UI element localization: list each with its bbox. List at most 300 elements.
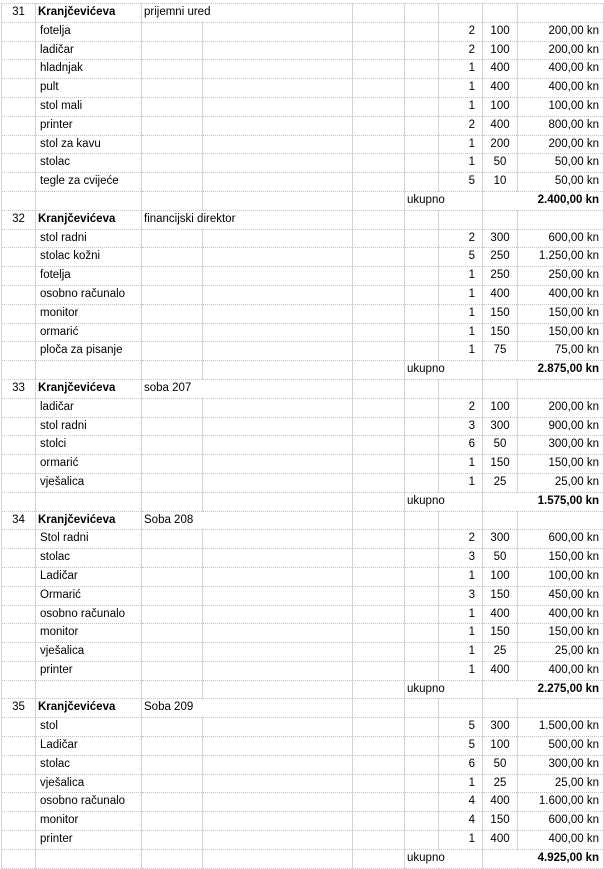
empty-cell [518, 210, 604, 229]
item-row [2, 831, 604, 850]
empty-cell [2, 567, 36, 586]
item-unit-price: 300 [483, 718, 518, 737]
empty-cell [203, 342, 353, 361]
empty-cell [203, 116, 353, 135]
item-name: osobno računalo [36, 285, 142, 304]
empty-cell [353, 473, 405, 492]
empty-cell [203, 455, 353, 474]
item-unit-price: 150 [483, 323, 518, 342]
item-name: ladičar [36, 398, 142, 417]
empty-cell [2, 97, 36, 116]
empty-cell [405, 417, 439, 436]
empty-cell [405, 173, 439, 192]
empty-cell [203, 361, 353, 380]
item-amount: 25,00 kn [518, 473, 604, 492]
item-amount: 400,00 kn [518, 661, 604, 680]
empty-cell [405, 530, 439, 549]
item-name: Ladičar [36, 737, 142, 756]
item-amount: 150,00 kn [518, 304, 604, 323]
empty-cell [203, 79, 353, 98]
item-amount: 1.500,00 kn [518, 718, 604, 737]
empty-cell [203, 831, 353, 850]
item-unit-price: 250 [483, 267, 518, 286]
item-row [2, 718, 604, 737]
empty-cell [405, 831, 439, 850]
section-room: Soba 209 [142, 699, 353, 718]
empty-cell [405, 210, 439, 229]
empty-cell [203, 173, 353, 192]
item-quantity: 1 [439, 473, 483, 492]
empty-cell [353, 567, 405, 586]
empty-cell [353, 718, 405, 737]
empty-cell [353, 699, 405, 718]
total-label: ukupno [405, 361, 483, 380]
empty-cell [142, 680, 203, 699]
item-name: stolci [36, 436, 142, 455]
item-amount: 100,00 kn [518, 567, 604, 586]
empty-cell [142, 323, 203, 342]
item-unit-price: 50 [483, 755, 518, 774]
empty-cell [36, 191, 142, 210]
empty-cell [2, 41, 36, 60]
item-row [2, 97, 604, 116]
section-total: 2.275,00 kn [483, 680, 604, 699]
empty-cell [483, 699, 518, 718]
empty-cell [353, 361, 405, 380]
item-quantity: 1 [439, 831, 483, 850]
item-name: monitor [36, 812, 142, 831]
empty-cell [2, 154, 36, 173]
empty-cell [353, 4, 405, 23]
item-unit-price: 300 [483, 530, 518, 549]
empty-cell [483, 379, 518, 398]
empty-cell [2, 774, 36, 793]
empty-cell [142, 849, 203, 868]
empty-cell [2, 812, 36, 831]
empty-cell [203, 680, 353, 699]
empty-cell [439, 4, 483, 23]
item-amount: 300,00 kn [518, 436, 604, 455]
item-name: fotelja [36, 22, 142, 41]
empty-cell [2, 22, 36, 41]
empty-cell [142, 605, 203, 624]
empty-cell [2, 793, 36, 812]
empty-cell [353, 267, 405, 286]
empty-cell [405, 342, 439, 361]
empty-cell [353, 530, 405, 549]
item-name: osobno računalo [36, 793, 142, 812]
section-street: Kranjčevićeva [36, 699, 142, 718]
empty-cell [405, 567, 439, 586]
item-name: printer [36, 661, 142, 680]
empty-cell [353, 643, 405, 662]
empty-cell [405, 718, 439, 737]
item-row [2, 398, 604, 417]
item-amount: 150,00 kn [518, 549, 604, 568]
empty-cell [142, 549, 203, 568]
item-name: stol radni [36, 229, 142, 248]
empty-cell [483, 511, 518, 530]
empty-cell [405, 473, 439, 492]
item-quantity: 1 [439, 774, 483, 793]
section-total: 2.875,00 kn [483, 361, 604, 380]
empty-cell [353, 173, 405, 192]
empty-cell [405, 4, 439, 23]
empty-cell [142, 417, 203, 436]
empty-cell [405, 379, 439, 398]
item-amount: 1.250,00 kn [518, 248, 604, 267]
item-name: stol [36, 718, 142, 737]
section-number: 35 [2, 699, 36, 718]
item-amount: 50,00 kn [518, 173, 604, 192]
empty-cell [203, 793, 353, 812]
empty-cell [405, 22, 439, 41]
empty-cell [142, 737, 203, 756]
item-quantity: 1 [439, 323, 483, 342]
empty-cell [405, 699, 439, 718]
item-row [2, 323, 604, 342]
item-row [2, 586, 604, 605]
item-quantity: 1 [439, 135, 483, 154]
empty-cell [405, 154, 439, 173]
empty-cell [405, 605, 439, 624]
item-unit-price: 250 [483, 248, 518, 267]
empty-cell [142, 643, 203, 662]
empty-cell [142, 22, 203, 41]
table-body [2, 4, 604, 869]
item-amount: 600,00 kn [518, 530, 604, 549]
empty-cell [203, 135, 353, 154]
item-name: printer [36, 116, 142, 135]
empty-cell [203, 661, 353, 680]
empty-cell [353, 210, 405, 229]
item-row [2, 285, 604, 304]
item-unit-price: 50 [483, 436, 518, 455]
empty-cell [2, 755, 36, 774]
empty-cell [203, 605, 353, 624]
item-row [2, 737, 604, 756]
item-row [2, 812, 604, 831]
empty-cell [142, 831, 203, 850]
empty-cell [2, 643, 36, 662]
empty-cell [142, 567, 203, 586]
item-unit-price: 100 [483, 41, 518, 60]
empty-cell [405, 398, 439, 417]
item-row [2, 530, 604, 549]
empty-cell [142, 812, 203, 831]
empty-cell [405, 436, 439, 455]
item-row [2, 267, 604, 286]
empty-cell [2, 661, 36, 680]
item-unit-price: 150 [483, 624, 518, 643]
item-quantity: 1 [439, 605, 483, 624]
empty-cell [203, 624, 353, 643]
empty-cell [142, 267, 203, 286]
item-row [2, 154, 604, 173]
item-row [2, 567, 604, 586]
item-row [2, 624, 604, 643]
section-number: 31 [2, 4, 36, 23]
empty-cell [142, 60, 203, 79]
empty-cell [2, 737, 36, 756]
item-name: ladičar [36, 41, 142, 60]
empty-cell [36, 680, 142, 699]
empty-cell [2, 248, 36, 267]
item-unit-price: 50 [483, 549, 518, 568]
item-quantity: 1 [439, 60, 483, 79]
item-quantity: 2 [439, 116, 483, 135]
section-number: 32 [2, 210, 36, 229]
item-quantity: 1 [439, 567, 483, 586]
item-amount: 600,00 kn [518, 229, 604, 248]
empty-cell [353, 549, 405, 568]
empty-cell [405, 285, 439, 304]
item-quantity: 1 [439, 624, 483, 643]
empty-cell [2, 492, 36, 511]
empty-cell [2, 229, 36, 248]
empty-cell [142, 154, 203, 173]
empty-cell [203, 398, 353, 417]
empty-cell [203, 285, 353, 304]
empty-cell [203, 737, 353, 756]
section-total: 2.400,00 kn [483, 191, 604, 210]
item-amount: 1.600,00 kn [518, 793, 604, 812]
empty-cell [203, 41, 353, 60]
item-amount: 150,00 kn [518, 455, 604, 474]
empty-cell [353, 624, 405, 643]
empty-cell [142, 342, 203, 361]
empty-cell [405, 455, 439, 474]
empty-cell [2, 304, 36, 323]
empty-cell [2, 116, 36, 135]
empty-cell [518, 511, 604, 530]
item-unit-price: 300 [483, 229, 518, 248]
item-name: stolac [36, 549, 142, 568]
item-quantity: 1 [439, 455, 483, 474]
empty-cell [353, 774, 405, 793]
empty-cell [142, 586, 203, 605]
empty-cell [353, 191, 405, 210]
empty-cell [203, 191, 353, 210]
empty-cell [2, 530, 36, 549]
item-amount: 200,00 kn [518, 135, 604, 154]
empty-cell [142, 530, 203, 549]
empty-cell [142, 793, 203, 812]
empty-cell [439, 511, 483, 530]
item-quantity: 2 [439, 530, 483, 549]
empty-cell [203, 417, 353, 436]
empty-cell [405, 135, 439, 154]
empty-cell [142, 492, 203, 511]
item-name: vješalica [36, 473, 142, 492]
item-unit-price: 150 [483, 812, 518, 831]
empty-cell [203, 849, 353, 868]
empty-cell [203, 492, 353, 511]
empty-cell [353, 492, 405, 511]
item-unit-price: 400 [483, 605, 518, 624]
section-total-row [2, 492, 604, 511]
item-unit-price: 10 [483, 173, 518, 192]
total-label: ukupno [405, 849, 483, 868]
empty-cell [203, 22, 353, 41]
item-unit-price: 150 [483, 455, 518, 474]
item-amount: 900,00 kn [518, 417, 604, 436]
empty-cell [2, 549, 36, 568]
empty-cell [353, 511, 405, 530]
item-unit-price: 100 [483, 22, 518, 41]
item-unit-price: 25 [483, 473, 518, 492]
item-row [2, 755, 604, 774]
item-amount: 50,00 kn [518, 154, 604, 173]
item-quantity: 1 [439, 285, 483, 304]
empty-cell [353, 135, 405, 154]
empty-cell [405, 586, 439, 605]
item-unit-price: 25 [483, 774, 518, 793]
empty-cell [405, 97, 439, 116]
item-unit-price: 400 [483, 79, 518, 98]
empty-cell [2, 60, 36, 79]
empty-cell [2, 417, 36, 436]
item-unit-price: 100 [483, 398, 518, 417]
empty-cell [353, 737, 405, 756]
empty-cell [353, 417, 405, 436]
item-row [2, 248, 604, 267]
empty-cell [142, 436, 203, 455]
item-name: stol radni [36, 417, 142, 436]
empty-cell [36, 361, 142, 380]
item-quantity: 1 [439, 342, 483, 361]
item-row [2, 135, 604, 154]
empty-cell [518, 379, 604, 398]
empty-cell [142, 304, 203, 323]
item-row [2, 436, 604, 455]
item-row [2, 549, 604, 568]
empty-cell [142, 285, 203, 304]
empty-cell [353, 285, 405, 304]
empty-cell [142, 191, 203, 210]
empty-cell [36, 849, 142, 868]
item-quantity: 1 [439, 79, 483, 98]
item-row [2, 774, 604, 793]
empty-cell [483, 210, 518, 229]
item-row [2, 79, 604, 98]
empty-cell [142, 248, 203, 267]
empty-cell [2, 285, 36, 304]
empty-cell [518, 4, 604, 23]
empty-cell [142, 79, 203, 98]
empty-cell [2, 173, 36, 192]
empty-cell [353, 154, 405, 173]
empty-cell [203, 774, 353, 793]
empty-cell [353, 812, 405, 831]
empty-cell [353, 304, 405, 323]
item-name: stolac [36, 755, 142, 774]
item-quantity: 6 [439, 436, 483, 455]
empty-cell [353, 605, 405, 624]
empty-cell [203, 154, 353, 173]
item-name: hladnjak [36, 60, 142, 79]
item-unit-price: 150 [483, 586, 518, 605]
empty-cell [353, 755, 405, 774]
item-unit-price: 400 [483, 661, 518, 680]
item-quantity: 1 [439, 661, 483, 680]
item-amount: 400,00 kn [518, 605, 604, 624]
empty-cell [142, 473, 203, 492]
empty-cell [203, 473, 353, 492]
section-street: Kranjčevićeva [36, 511, 142, 530]
empty-cell [353, 680, 405, 699]
empty-cell [2, 831, 36, 850]
empty-cell [353, 455, 405, 474]
empty-cell [405, 793, 439, 812]
empty-cell [353, 229, 405, 248]
empty-cell [142, 116, 203, 135]
item-name: ormarić [36, 455, 142, 474]
item-amount: 500,00 kn [518, 737, 604, 756]
empty-cell [203, 248, 353, 267]
section-number: 34 [2, 511, 36, 530]
item-name: printer [36, 831, 142, 850]
item-unit-price: 150 [483, 304, 518, 323]
empty-cell [2, 718, 36, 737]
section-header-row [2, 379, 604, 398]
item-amount: 25,00 kn [518, 774, 604, 793]
item-unit-price: 100 [483, 97, 518, 116]
inventory-table [1, 3, 604, 869]
section-header-row [2, 210, 604, 229]
empty-cell [353, 60, 405, 79]
item-quantity: 2 [439, 22, 483, 41]
item-amount: 75,00 kn [518, 342, 604, 361]
item-row [2, 304, 604, 323]
empty-cell [142, 661, 203, 680]
item-unit-price: 100 [483, 737, 518, 756]
item-row [2, 793, 604, 812]
empty-cell [203, 436, 353, 455]
item-row [2, 22, 604, 41]
item-unit-price: 400 [483, 60, 518, 79]
section-total-row [2, 191, 604, 210]
item-amount: 25,00 kn [518, 643, 604, 662]
section-total: 1.575,00 kn [483, 492, 604, 511]
item-name: stolac [36, 154, 142, 173]
section-number: 33 [2, 379, 36, 398]
item-row [2, 417, 604, 436]
item-unit-price: 200 [483, 135, 518, 154]
empty-cell [353, 323, 405, 342]
section-street: Kranjčevićeva [36, 4, 142, 23]
empty-cell [405, 755, 439, 774]
empty-cell [142, 755, 203, 774]
empty-cell [353, 342, 405, 361]
empty-cell [353, 849, 405, 868]
item-quantity: 6 [439, 755, 483, 774]
item-quantity: 5 [439, 173, 483, 192]
empty-cell [203, 267, 353, 286]
empty-cell [203, 755, 353, 774]
empty-cell [405, 624, 439, 643]
empty-cell [203, 567, 353, 586]
item-quantity: 4 [439, 812, 483, 831]
item-amount: 250,00 kn [518, 267, 604, 286]
empty-cell [203, 229, 353, 248]
empty-cell [142, 624, 203, 643]
empty-cell [203, 812, 353, 831]
empty-cell [203, 643, 353, 662]
section-header-row [2, 699, 604, 718]
empty-cell [2, 361, 36, 380]
item-unit-price: 50 [483, 154, 518, 173]
